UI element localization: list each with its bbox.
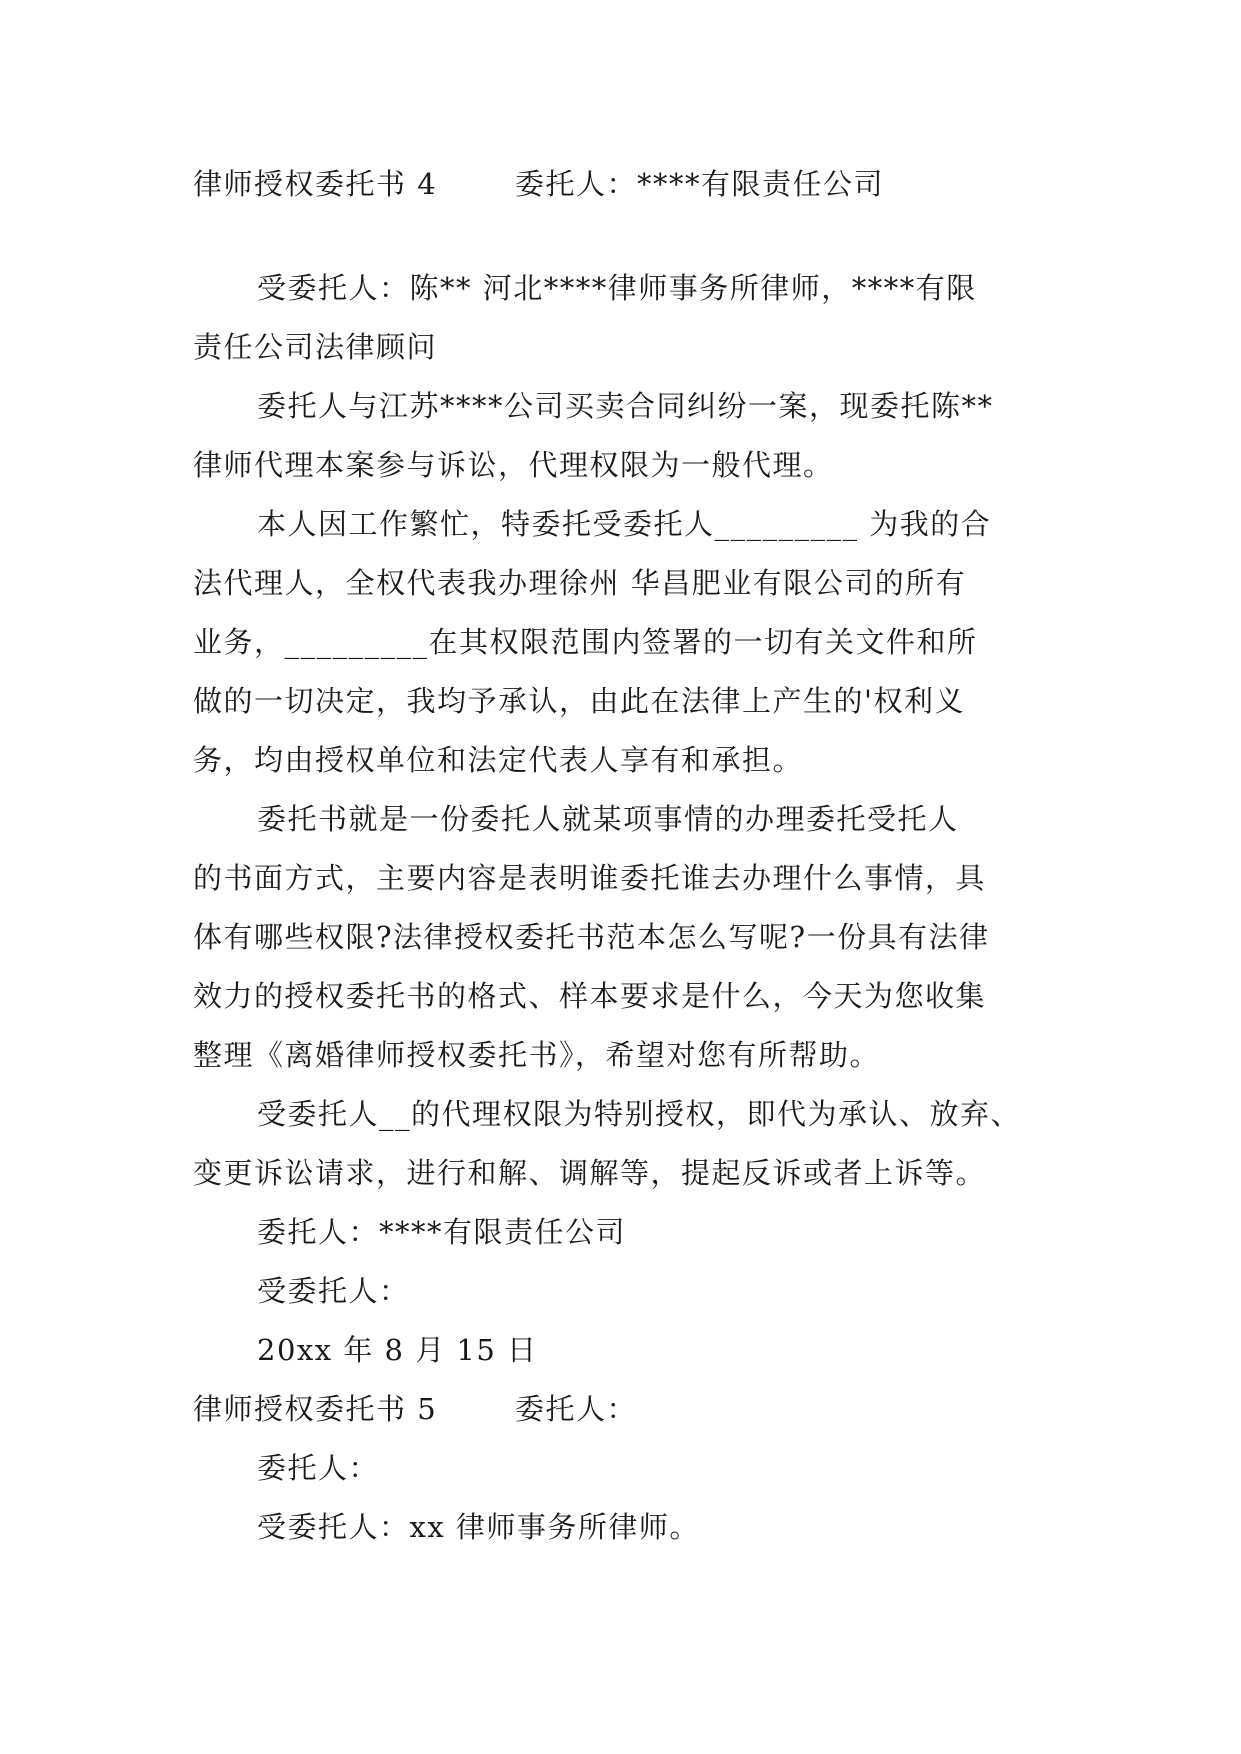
section5-agent: 受委托人：xx 律师事务所律师。 <box>257 1510 700 1544</box>
section5-heading-row <box>193 1380 1073 1439</box>
document-body <box>193 155 1073 1557</box>
paragraph2-line-3: 业务，_________在其权限范围内签署的一切有关文件和所 <box>193 625 978 659</box>
paragraph3-line-1: 委托书就是一份委托人就某项事情的办理委托受托人 <box>257 802 959 836</box>
paragraph3-line-5: 整理《离婚律师授权委托书》，希望对您有所帮助。 <box>193 1038 881 1072</box>
section5-client: 委托人： <box>257 1451 380 1485</box>
section5-heading: 律师授权委托书 5 <box>193 1392 438 1426</box>
paragraph2-line-2: 法代理人，全权代表我办理徐州 华昌肥业有限公司的所有 <box>193 566 967 600</box>
agent-line-1: 受委托人：陈** 河北****律师事务所律师，****有限 <box>257 271 977 305</box>
paragraph4-line-2: 变更诉讼请求，进行和解、调解等，提起反诉或者上诉等。 <box>193 1156 987 1190</box>
spacer <box>193 214 1073 259</box>
section4-heading: 律师授权委托书 4 <box>193 167 438 201</box>
section5-heading-client: 委托人： <box>515 1392 638 1426</box>
signature-date: 20xx 年 8 月 15 日 <box>257 1333 538 1367</box>
section4-heading-client: 委托人：****有限责任公司 <box>515 167 885 201</box>
paragraph1-line-2: 律师代理本案参与诉讼，代理权限为一般代理。 <box>193 448 834 482</box>
paragraph2-line-5: 务，均由授权单位和法定代表人享有和承担。 <box>193 743 804 777</box>
paragraph1-line-1: 委托人与江苏****公司买卖合同纠纷一案，现委托陈** <box>257 389 994 423</box>
paragraph3-line-4: 效力的授权委托书的格式、样本要求是什么，今天为您收集 <box>193 979 987 1013</box>
paragraph3-line-3: 体有哪些权限?法律授权委托书范本怎么写呢?一份具有法律 <box>193 920 990 954</box>
agent-line-2: 责任公司法律顾问 <box>193 330 438 364</box>
paragraph2-line-4: 做的一切决定，我均予承认，由此在法律上产生的'权利义 <box>193 684 965 718</box>
signature-client: 委托人：****有限责任公司 <box>257 1215 627 1249</box>
paragraph4-line-1: 受委托人__的代理权限为特别授权，即代为承认、放弃、 <box>257 1097 1022 1131</box>
paragraph3-line-2: 的书面方式，主要内容是表明谁委托谁去办理什么事情，具 <box>193 861 987 895</box>
section4-heading-row <box>193 155 1073 214</box>
signature-agent: 受委托人： <box>257 1274 410 1308</box>
paragraph2-line-1: 本人因工作繁忙，特委托受委托人_________ 为我的合 <box>257 507 992 541</box>
